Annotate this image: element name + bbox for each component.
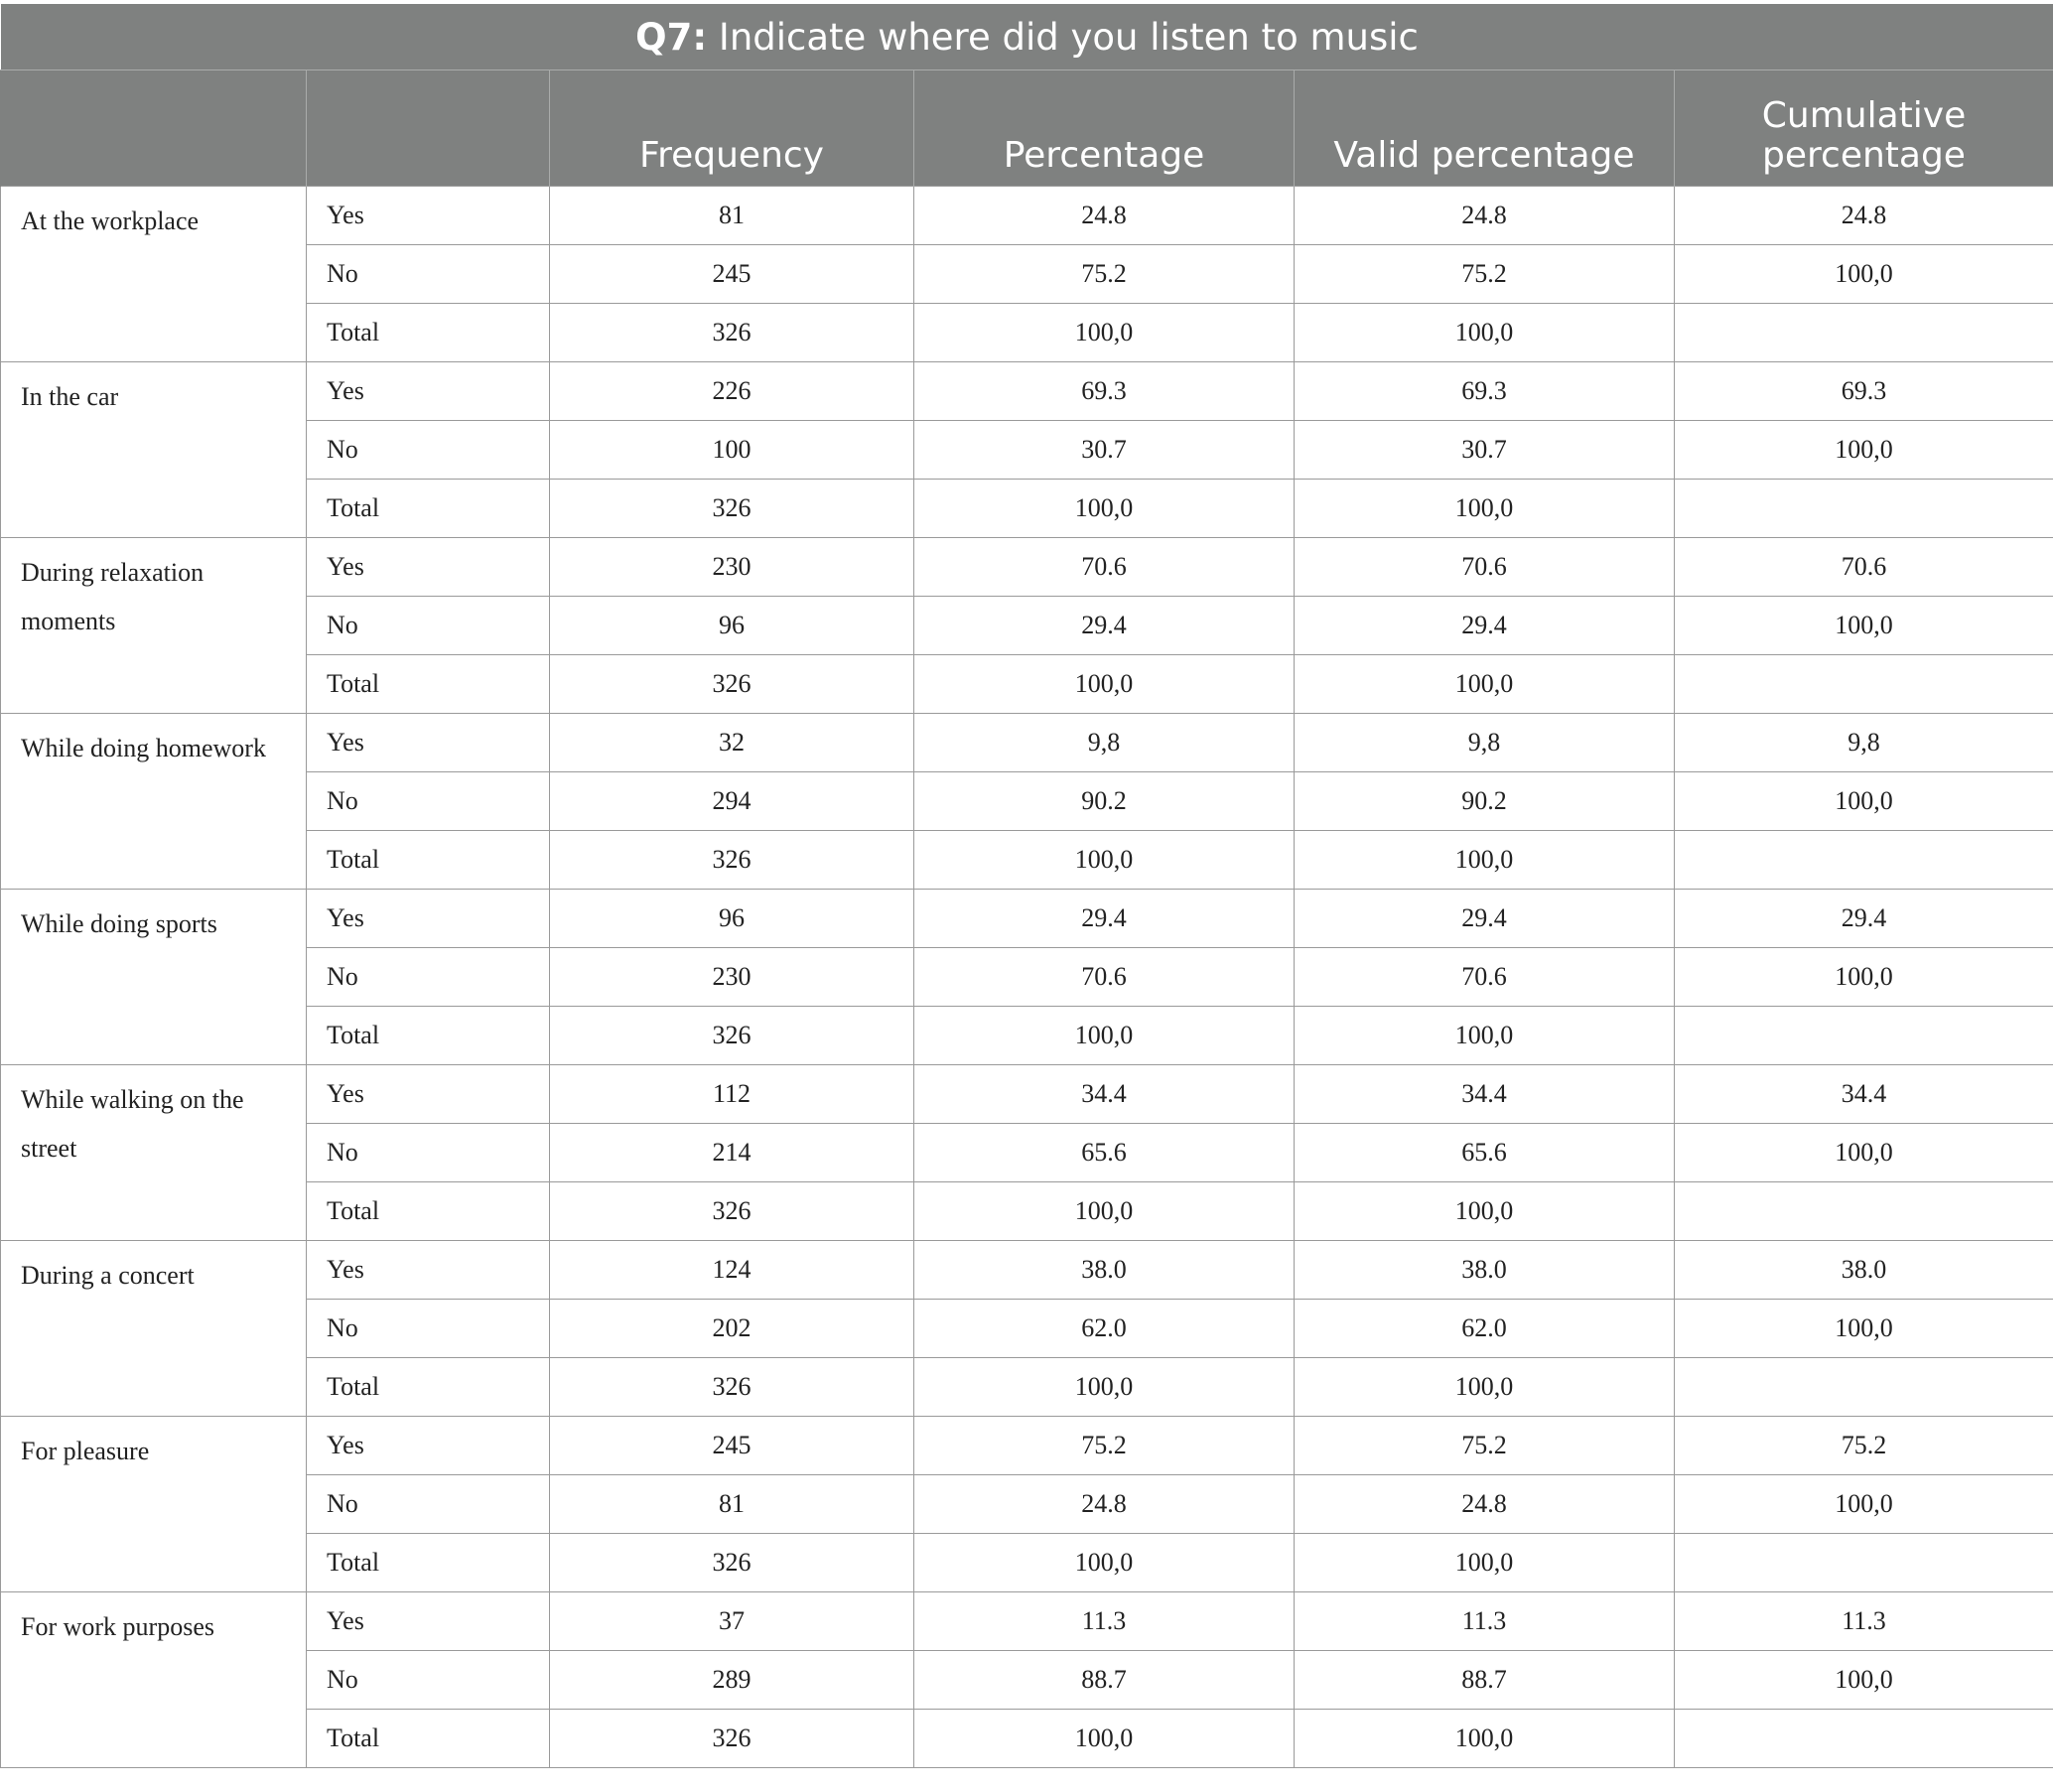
cumulative-percentage-cell bbox=[1675, 1182, 2053, 1241]
percentage-cell: 62.0 bbox=[914, 1300, 1295, 1358]
percentage-cell: 100,0 bbox=[914, 1182, 1295, 1241]
percentage-cell: 69.3 bbox=[914, 362, 1295, 421]
response-cell: Total bbox=[307, 1358, 550, 1417]
valid-percentage-cell: 75.2 bbox=[1295, 245, 1675, 304]
column-header-valid-percentage: Valid percentage bbox=[1295, 70, 1675, 187]
category-cell: During relaxation moments bbox=[1, 538, 307, 714]
valid-percentage-cell: 88.7 bbox=[1295, 1651, 1675, 1710]
response-cell: Total bbox=[307, 655, 550, 714]
table-row bbox=[1, 1065, 2053, 1124]
cumulative-percentage-cell: 100,0 bbox=[1675, 1651, 2053, 1710]
frequency-cell: 230 bbox=[550, 538, 914, 597]
table-row bbox=[1, 1007, 2053, 1065]
cumulative-percentage-cell: 100,0 bbox=[1675, 1475, 2053, 1534]
response-cell: No bbox=[307, 1124, 550, 1182]
column-header-cumulative-percentage: Cumulative percentage bbox=[1675, 70, 2053, 187]
cumulative-percentage-cell: 69.3 bbox=[1675, 362, 2053, 421]
response-cell: Yes bbox=[307, 538, 550, 597]
response-cell: No bbox=[307, 245, 550, 304]
category-cell: While doing sports bbox=[1, 890, 307, 1065]
table-row bbox=[1, 1417, 2053, 1475]
frequency-cell: 32 bbox=[550, 714, 914, 772]
table-row bbox=[1, 1358, 2053, 1417]
valid-percentage-cell: 34.4 bbox=[1295, 1065, 1675, 1124]
column-header-row bbox=[1, 70, 2053, 187]
valid-percentage-cell: 100,0 bbox=[1295, 1534, 1675, 1592]
question-text: Indicate where did you listen to music bbox=[718, 15, 1419, 59]
frequency-cell: 230 bbox=[550, 948, 914, 1007]
category-cell: At the workplace bbox=[1, 187, 307, 362]
category-cell: While doing homework bbox=[1, 714, 307, 890]
cumulative-percentage-cell: 34.4 bbox=[1675, 1065, 2053, 1124]
frequency-cell: 326 bbox=[550, 1182, 914, 1241]
category-cell: During a concert bbox=[1, 1241, 307, 1417]
cumulative-percentage-cell bbox=[1675, 1710, 2053, 1768]
table-row bbox=[1, 655, 2053, 714]
cumulative-percentage-cell: 38.0 bbox=[1675, 1241, 2053, 1300]
category-cell: While walking on the street bbox=[1, 1065, 307, 1241]
table-row bbox=[1, 245, 2053, 304]
category-cell: For work purposes bbox=[1, 1592, 307, 1768]
percentage-cell: 100,0 bbox=[914, 655, 1295, 714]
table-row bbox=[1, 772, 2053, 831]
table-row bbox=[1, 1300, 2053, 1358]
cumulative-percentage-cell bbox=[1675, 1358, 2053, 1417]
cumulative-percentage-cell: 70.6 bbox=[1675, 538, 2053, 597]
percentage-cell: 100,0 bbox=[914, 1007, 1295, 1065]
valid-percentage-cell: 100,0 bbox=[1295, 304, 1675, 362]
valid-percentage-cell: 62.0 bbox=[1295, 1300, 1675, 1358]
valid-percentage-cell: 90.2 bbox=[1295, 772, 1675, 831]
column-header-category bbox=[1, 70, 307, 187]
valid-percentage-cell: 70.6 bbox=[1295, 538, 1675, 597]
frequency-cell: 289 bbox=[550, 1651, 914, 1710]
percentage-cell: 88.7 bbox=[914, 1651, 1295, 1710]
cumulative-percentage-cell: 100,0 bbox=[1675, 245, 2053, 304]
percentage-cell: 100,0 bbox=[914, 831, 1295, 890]
response-cell: No bbox=[307, 772, 550, 831]
percentage-cell: 24.8 bbox=[914, 187, 1295, 245]
valid-percentage-cell: 75.2 bbox=[1295, 1417, 1675, 1475]
valid-percentage-cell: 38.0 bbox=[1295, 1241, 1675, 1300]
response-cell: Yes bbox=[307, 187, 550, 245]
response-cell: No bbox=[307, 421, 550, 480]
frequency-cell: 96 bbox=[550, 890, 914, 948]
cumulative-percentage-cell: 100,0 bbox=[1675, 948, 2053, 1007]
percentage-cell: 34.4 bbox=[914, 1065, 1295, 1124]
cumulative-percentage-cell bbox=[1675, 304, 2053, 362]
valid-percentage-cell: 70.6 bbox=[1295, 948, 1675, 1007]
percentage-cell: 65.6 bbox=[914, 1124, 1295, 1182]
response-cell: No bbox=[307, 597, 550, 655]
cumulative-percentage-cell: 100,0 bbox=[1675, 597, 2053, 655]
valid-percentage-cell: 29.4 bbox=[1295, 597, 1675, 655]
table-row bbox=[1, 1592, 2053, 1651]
percentage-cell: 75.2 bbox=[914, 245, 1295, 304]
percentage-cell: 70.6 bbox=[914, 948, 1295, 1007]
cumulative-percentage-cell: 100,0 bbox=[1675, 1124, 2053, 1182]
frequency-cell: 326 bbox=[550, 1007, 914, 1065]
valid-percentage-cell: 100,0 bbox=[1295, 1358, 1675, 1417]
frequency-cell: 326 bbox=[550, 1710, 914, 1768]
frequency-cell: 326 bbox=[550, 655, 914, 714]
response-cell: No bbox=[307, 1300, 550, 1358]
valid-percentage-cell: 24.8 bbox=[1295, 187, 1675, 245]
valid-percentage-cell: 30.7 bbox=[1295, 421, 1675, 480]
valid-percentage-cell: 69.3 bbox=[1295, 362, 1675, 421]
valid-percentage-cell: 11.3 bbox=[1295, 1592, 1675, 1651]
percentage-cell: 29.4 bbox=[914, 597, 1295, 655]
frequency-table bbox=[0, 4, 2053, 1768]
table-row bbox=[1, 948, 2053, 1007]
response-cell: No bbox=[307, 1651, 550, 1710]
table-row bbox=[1, 831, 2053, 890]
table-row bbox=[1, 538, 2053, 597]
cumulative-percentage-cell: 75.2 bbox=[1675, 1417, 2053, 1475]
frequency-cell: 326 bbox=[550, 304, 914, 362]
valid-percentage-cell: 100,0 bbox=[1295, 1007, 1675, 1065]
table-row bbox=[1, 1182, 2053, 1241]
percentage-cell: 100,0 bbox=[914, 1358, 1295, 1417]
cumulative-percentage-cell: 29.4 bbox=[1675, 890, 2053, 948]
response-cell: Total bbox=[307, 480, 550, 538]
percentage-cell: 38.0 bbox=[914, 1241, 1295, 1300]
frequency-cell: 326 bbox=[550, 1534, 914, 1592]
frequency-cell: 214 bbox=[550, 1124, 914, 1182]
table-row bbox=[1, 362, 2053, 421]
response-cell: Total bbox=[307, 831, 550, 890]
valid-percentage-cell: 29.4 bbox=[1295, 890, 1675, 948]
column-header-response bbox=[307, 70, 550, 187]
cumulative-percentage-cell: 100,0 bbox=[1675, 772, 2053, 831]
response-cell: Total bbox=[307, 304, 550, 362]
percentage-cell: 11.3 bbox=[914, 1592, 1295, 1651]
category-cell: For pleasure bbox=[1, 1417, 307, 1592]
cumulative-percentage-cell bbox=[1675, 655, 2053, 714]
response-cell: Total bbox=[307, 1534, 550, 1592]
frequency-cell: 81 bbox=[550, 1475, 914, 1534]
frequency-cell: 294 bbox=[550, 772, 914, 831]
valid-percentage-cell: 24.8 bbox=[1295, 1475, 1675, 1534]
cumulative-percentage-cell bbox=[1675, 831, 2053, 890]
percentage-cell: 100,0 bbox=[914, 1534, 1295, 1592]
response-cell: No bbox=[307, 948, 550, 1007]
table-row bbox=[1, 1651, 2053, 1710]
valid-percentage-cell: 100,0 bbox=[1295, 1182, 1675, 1241]
table-row bbox=[1, 480, 2053, 538]
cumulative-percentage-cell bbox=[1675, 480, 2053, 538]
frequency-cell: 326 bbox=[550, 480, 914, 538]
table-row bbox=[1, 421, 2053, 480]
table-row bbox=[1, 597, 2053, 655]
response-cell: Yes bbox=[307, 1592, 550, 1651]
percentage-cell: 9,8 bbox=[914, 714, 1295, 772]
table-row bbox=[1, 1241, 2053, 1300]
cumulative-percentage-cell: 11.3 bbox=[1675, 1592, 2053, 1651]
response-cell: Yes bbox=[307, 362, 550, 421]
frequency-cell: 124 bbox=[550, 1241, 914, 1300]
frequency-cell: 37 bbox=[550, 1592, 914, 1651]
table-body bbox=[1, 187, 2053, 1768]
frequency-cell: 326 bbox=[550, 831, 914, 890]
response-cell: Yes bbox=[307, 1065, 550, 1124]
table-row bbox=[1, 1534, 2053, 1592]
valid-percentage-cell: 65.6 bbox=[1295, 1124, 1675, 1182]
column-header-frequency: Frequency bbox=[550, 70, 914, 187]
table-row bbox=[1, 1710, 2053, 1768]
frequency-cell: 326 bbox=[550, 1358, 914, 1417]
percentage-cell: 100,0 bbox=[914, 480, 1295, 538]
cumulative-percentage-cell: 100,0 bbox=[1675, 421, 2053, 480]
table-row bbox=[1, 187, 2053, 245]
response-cell: Yes bbox=[307, 890, 550, 948]
table-row bbox=[1, 304, 2053, 362]
column-header-percentage: Percentage bbox=[914, 70, 1295, 187]
percentage-cell: 75.2 bbox=[914, 1417, 1295, 1475]
valid-percentage-cell: 100,0 bbox=[1295, 1710, 1675, 1768]
frequency-cell: 245 bbox=[550, 1417, 914, 1475]
cumulative-percentage-cell bbox=[1675, 1007, 2053, 1065]
table-title-row bbox=[1, 4, 2053, 70]
cumulative-percentage-cell bbox=[1675, 1534, 2053, 1592]
response-cell: Total bbox=[307, 1007, 550, 1065]
table-title bbox=[1, 4, 2053, 70]
frequency-cell: 96 bbox=[550, 597, 914, 655]
percentage-cell: 24.8 bbox=[914, 1475, 1295, 1534]
frequency-cell: 202 bbox=[550, 1300, 914, 1358]
percentage-cell: 70.6 bbox=[914, 538, 1295, 597]
response-cell: No bbox=[307, 1475, 550, 1534]
response-cell: Total bbox=[307, 1710, 550, 1768]
valid-percentage-cell: 100,0 bbox=[1295, 480, 1675, 538]
response-cell: Yes bbox=[307, 1417, 550, 1475]
cumulative-percentage-cell: 9,8 bbox=[1675, 714, 2053, 772]
response-cell: Total bbox=[307, 1182, 550, 1241]
frequency-table-container bbox=[0, 4, 2053, 1768]
valid-percentage-cell: 100,0 bbox=[1295, 831, 1675, 890]
percentage-cell: 100,0 bbox=[914, 304, 1295, 362]
percentage-cell: 29.4 bbox=[914, 890, 1295, 948]
response-cell: Yes bbox=[307, 714, 550, 772]
table-row bbox=[1, 1475, 2053, 1534]
category-cell: In the car bbox=[1, 362, 307, 538]
response-cell: Yes bbox=[307, 1241, 550, 1300]
cumulative-percentage-cell: 100,0 bbox=[1675, 1300, 2053, 1358]
frequency-cell: 112 bbox=[550, 1065, 914, 1124]
frequency-cell: 81 bbox=[550, 187, 914, 245]
cumulative-percentage-cell: 24.8 bbox=[1675, 187, 2053, 245]
valid-percentage-cell: 100,0 bbox=[1295, 655, 1675, 714]
frequency-cell: 100 bbox=[550, 421, 914, 480]
frequency-cell: 245 bbox=[550, 245, 914, 304]
table-row bbox=[1, 714, 2053, 772]
table-row bbox=[1, 1124, 2053, 1182]
valid-percentage-cell: 9,8 bbox=[1295, 714, 1675, 772]
table-row bbox=[1, 890, 2053, 948]
percentage-cell: 30.7 bbox=[914, 421, 1295, 480]
percentage-cell: 100,0 bbox=[914, 1710, 1295, 1768]
question-label: Q7: bbox=[635, 15, 708, 59]
percentage-cell: 90.2 bbox=[914, 772, 1295, 831]
frequency-cell: 226 bbox=[550, 362, 914, 421]
